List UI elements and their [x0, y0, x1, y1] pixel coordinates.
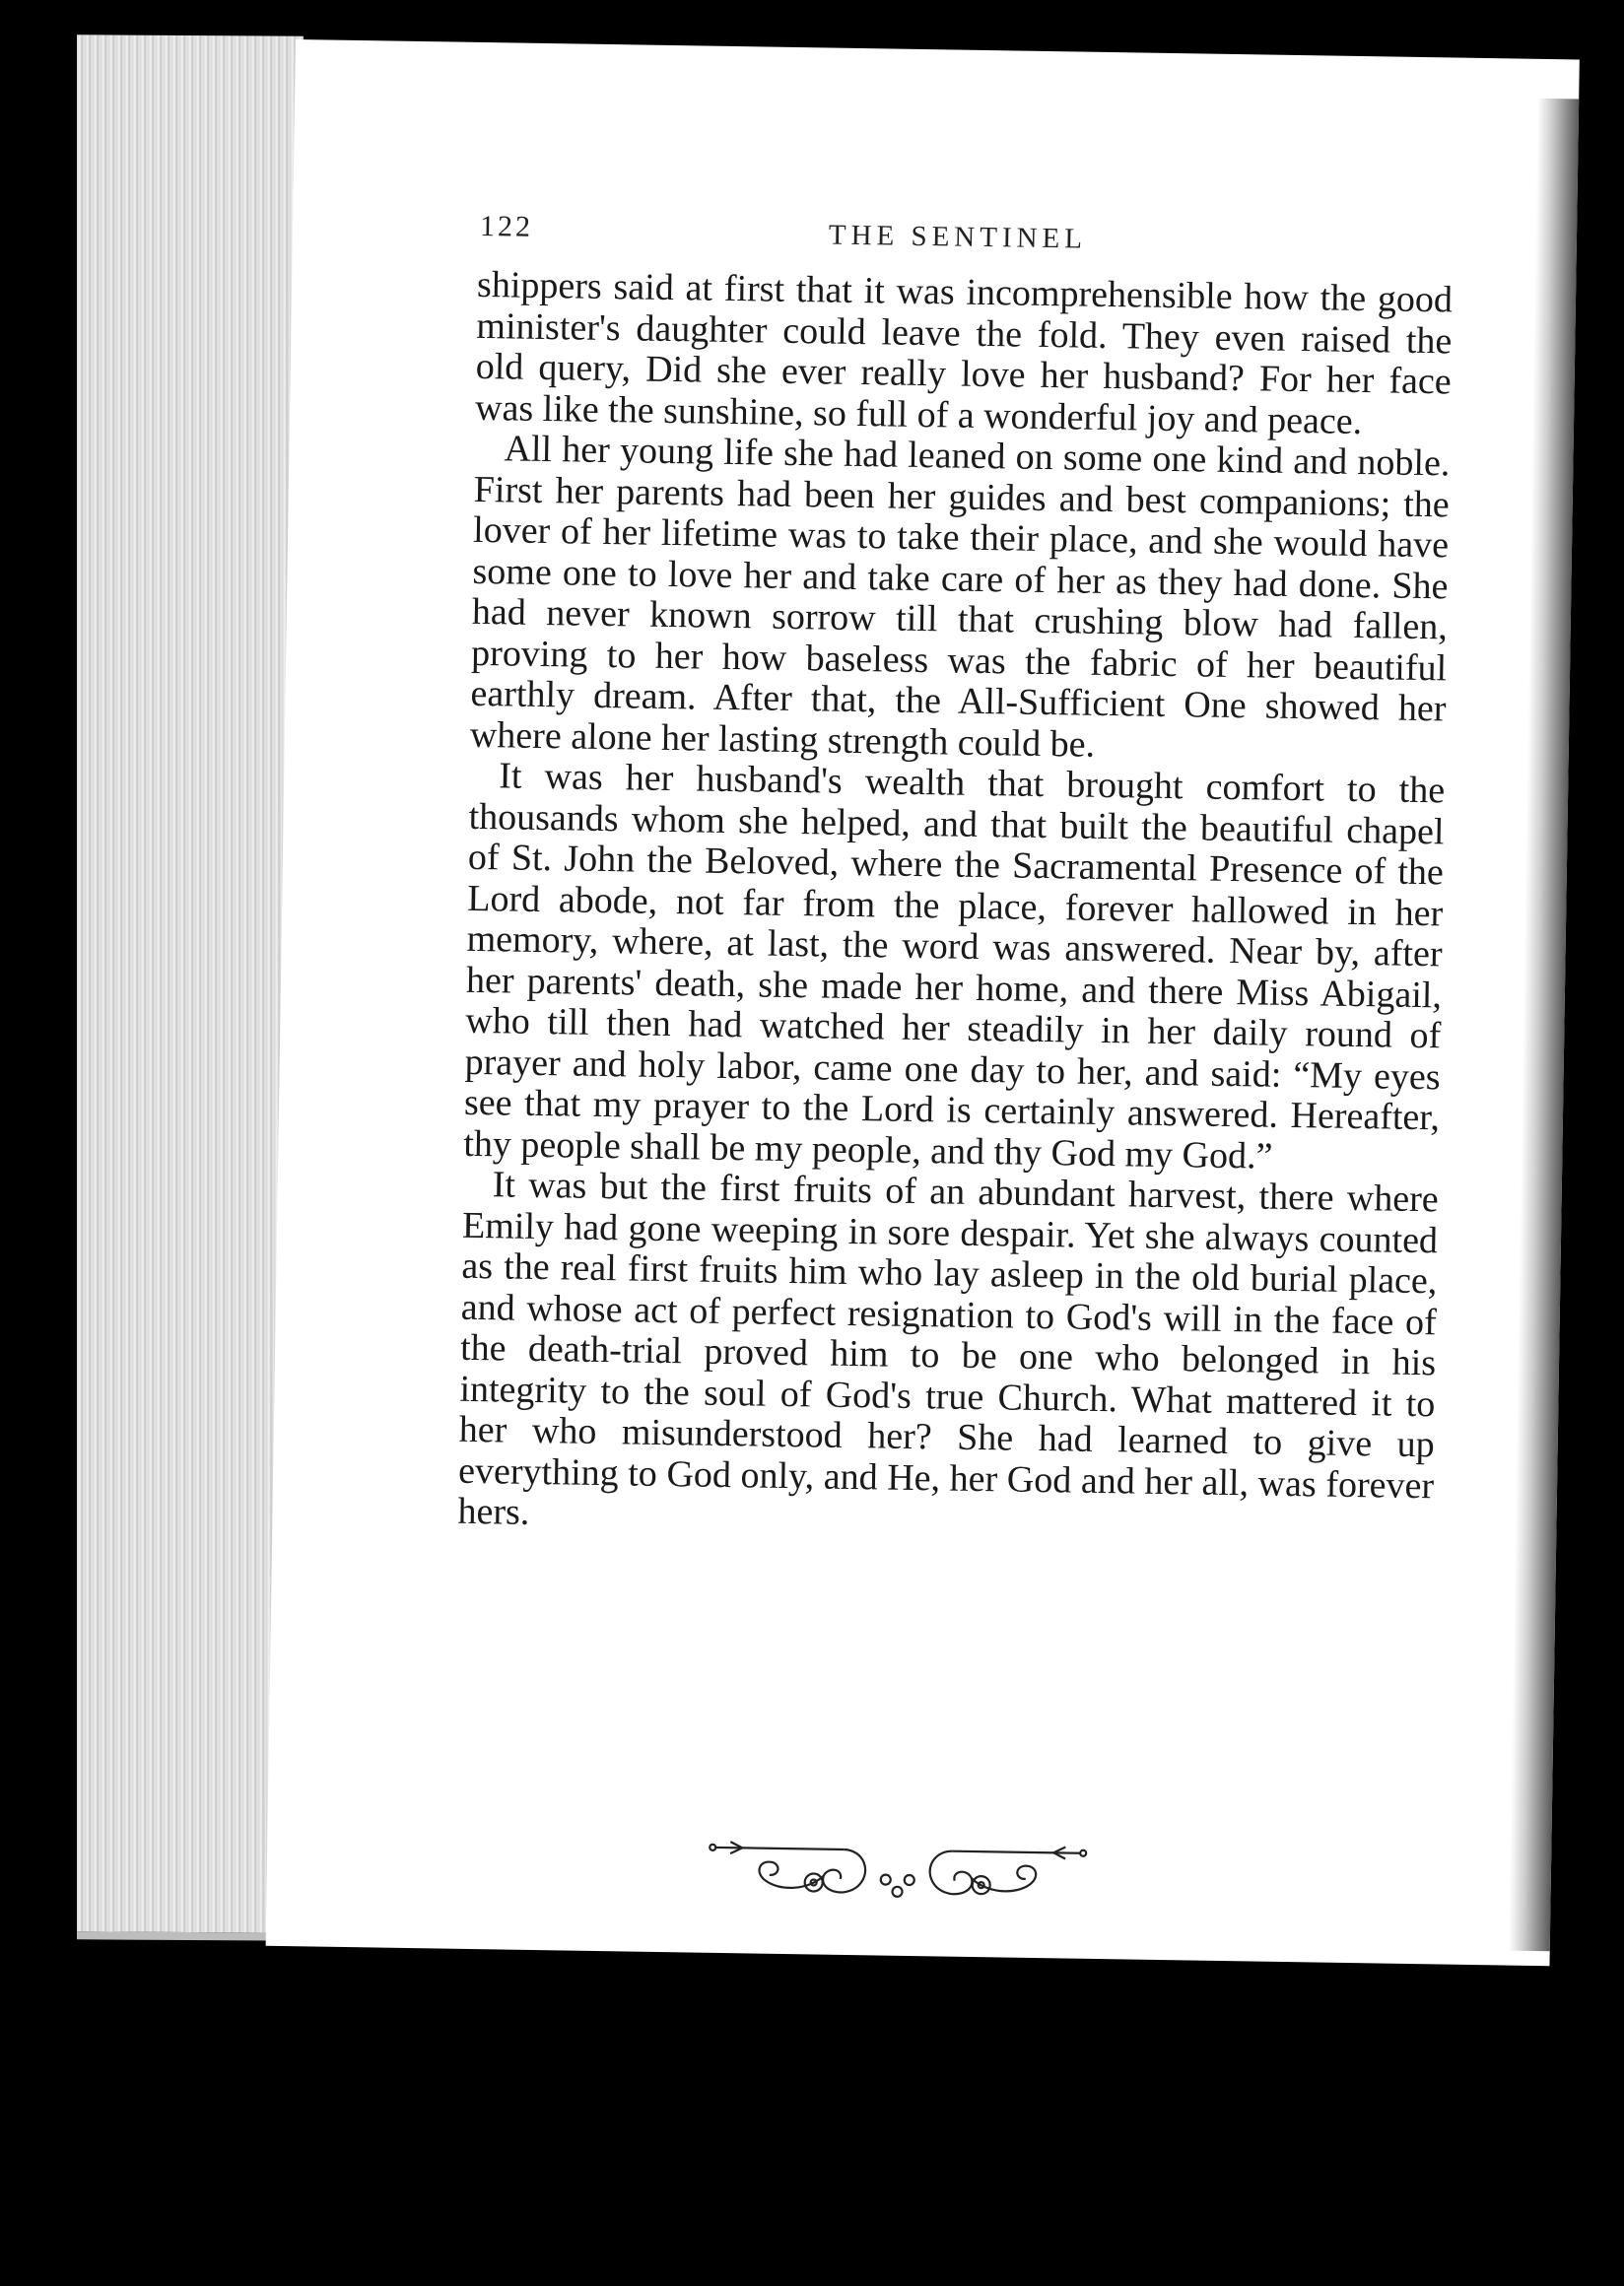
- gutter-shadow: [1509, 99, 1580, 1951]
- book-page: [266, 39, 1580, 1966]
- paragraph: It was her husband's wealth that brought comfort to the thousands whom she helped, and that built the beautiful chapel of St. John the Beloved, where the Sacramental Presence of the Lord abode, not far from the place, forever hallowed in her memory, where, at last, the word was answered. Near by, after her parents' death, she made her home, and there Miss Abigail, who till then had watched her steadily in her daily round of prayer and holy labor, came one day to her, and said: “My eyes see that my prayer to the Lord is certainly answered. Hereafter, thy people shall be my people, and thy God my God.”: [463, 755, 1446, 1177]
- body-text: [457, 265, 1453, 1548]
- paragraph: All her young life she had leaned on some one kind and noble. First her parents had been her guides and best companions; the lover of her lifetime was to take their place, and she would have some one to love her and take care of her as they had done. She had never known sorrow till that crushing blow had fallen, proving to her how baseless was the fabric of her beautiful earthly dream. After that, the All-Sufficient One showed her where alone her lasting strength could be.: [469, 428, 1451, 766]
- page-header: [480, 210, 1437, 274]
- running-head: THE SENTINEL: [828, 219, 1088, 255]
- paragraph: It was but the first fruits of an abundant harvest, there where Emily had gone weeping in sore despair. Yet she always counted as the real first fruits him who lay asleep in the old burial place, and whose act of perfect resignation to God's will in the face of the death-trial proved him to be one who belonged in his integrity to the soul of God's true Church. What mattered it to her who misunderstood her? She had learned to give up everything to God only, and He, her God and her all, was forever hers.: [457, 1164, 1439, 1533]
- page-number: 122: [479, 209, 534, 243]
- paragraph: shippers said at first that it was incomprehensible how the good minister's daughter could leave the fold. They even raised the old query, Did she ever really love her husband? For her face was like the sunshine, so full of a wonderful joy and peace.: [474, 263, 1454, 442]
- fleuron-scroll-ornament-icon: [700, 1830, 1095, 1924]
